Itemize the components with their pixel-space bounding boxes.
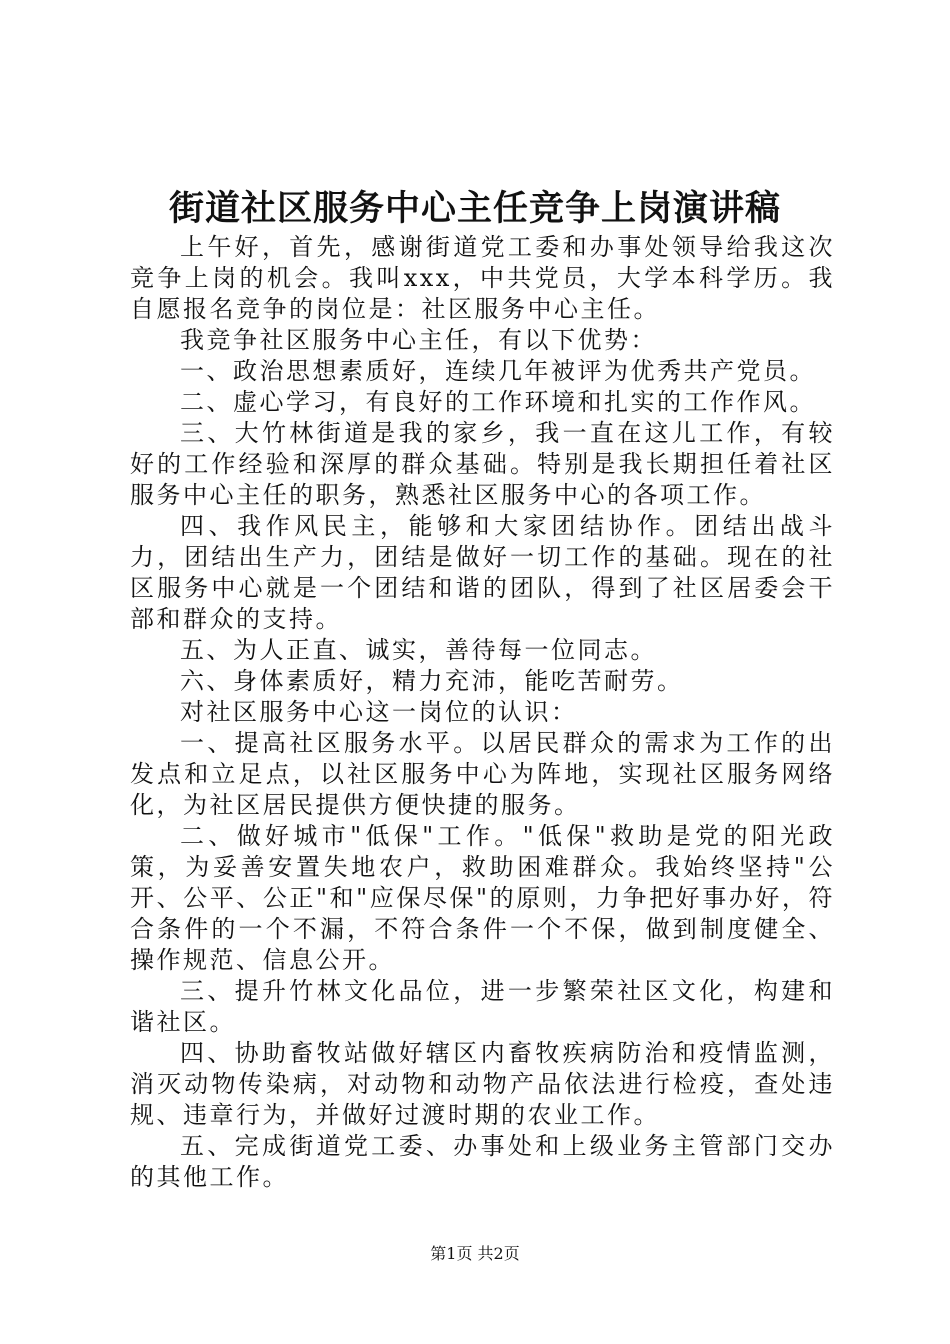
- paragraph: 上午好，首先，感谢街道党工委和办事处领导给我这次竞争上岗的机会。我叫xxx，中共党员，大学本科学历。我自愿报名竞争的岗位是：社区服务中心主任。: [130, 233, 835, 323]
- paragraph: 四、协助畜牧站做好辖区内畜牧疾病防治和疫情监测，消灭动物传染病，对动物和动物产品依法进行检疫，查处违规、违章行为，并做好过渡时期的农业工作。: [130, 1039, 835, 1129]
- paragraph: 六、身体素质好，精力充沛，能吃苦耐劳。: [180, 667, 684, 695]
- paragraph: 我竞争社区服务中心主任，有以下优势：: [180, 326, 657, 354]
- paragraph: 二、虚心学习，有良好的工作环境和扎实的工作作风。: [180, 388, 816, 416]
- paragraph: 三、提升竹林文化品位，进一步繁荣社区文化，构建和谐社区。: [130, 977, 835, 1036]
- paragraph: 对社区服务中心这一岗位的认识：: [180, 698, 578, 726]
- page-number-footer: 第1页 共2页: [430, 1244, 520, 1263]
- paragraph: 五、为人正直、诚实，善待每一位同志。: [180, 636, 657, 664]
- document-body: [130, 232, 835, 1193]
- paragraph: 四、我作风民主，能够和大家团结协作。团结出战斗力，团结出生产力，团结是做好一切工作的基础。现在的社区服务中心就是一个团结和谐的团队，得到了社区居委会干部和群众的支持。: [130, 512, 835, 633]
- paragraph: 一、政治思想素质好，连续几年被评为优秀共产党员。: [180, 357, 816, 385]
- paragraph: 一、提高社区服务水平。以居民群众的需求为工作的出发点和立足点，以社区服务中心为阵地，实现社区服务网络化，为社区居民提供方便快捷的服务。: [130, 729, 835, 819]
- paragraph: 二、做好城市"低保"工作。"低保"救助是党的阳光政策，为妥善安置失地农户，救助困难群众。我始终坚持"公开、公平、公正"和"应保尽保"的原则，力争把好事办好，符合条件的一个不漏，不符合条件一个不保，做到制度健全、操作规范、信息公开。: [130, 822, 835, 974]
- document-title: 街道社区服务中心主任竞争上岗演讲稿: [168, 188, 781, 229]
- paragraph: 五、完成街道党工委、办事处和上级业务主管部门交办的其他工作。: [130, 1132, 835, 1191]
- paragraph: 三、大竹林街道是我的家乡，我一直在这儿工作，有较好的工作经验和深厚的群众基础。特别是我长期担任着社区服务中心主任的职务，熟悉社区服务中心的各项工作。: [130, 419, 835, 509]
